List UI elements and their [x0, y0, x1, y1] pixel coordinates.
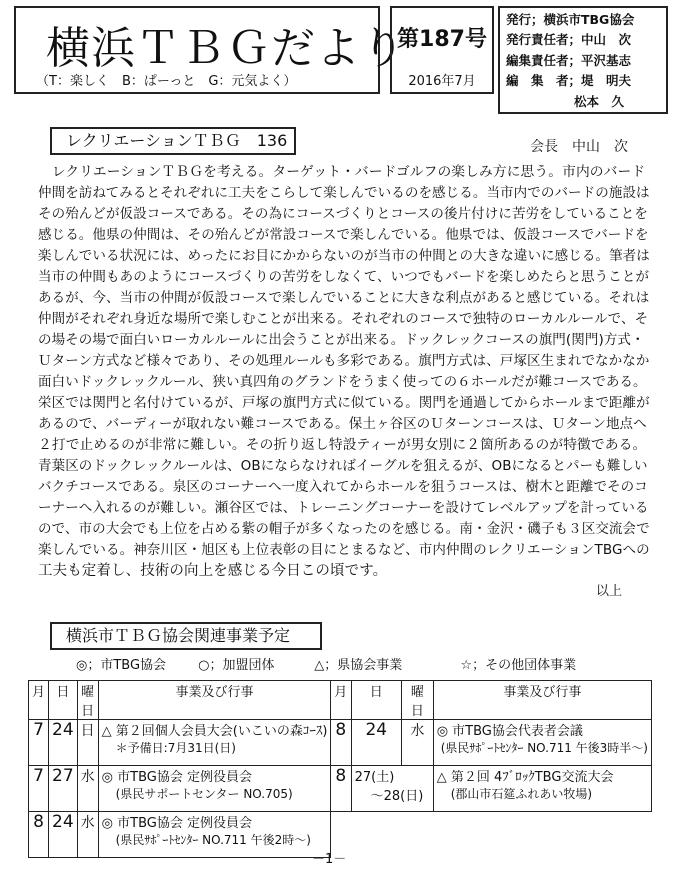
article-line: その殆んどが仮設コースである。その為にコースづくりとコースの後片付けに苦労をしていることを: [38, 206, 648, 222]
event-note: (県民ｻﾎﾟｰﾄｾﾝﾀｰ NO.711 午後3時半～): [440, 741, 648, 755]
editors-line: 編 集 者；堤 明夫: [506, 73, 632, 88]
event-note: ＊予備日:7月31日(日): [115, 741, 236, 755]
article-line: バクチコースである。泉区のコーナーへ一度入れてからホールを狙うコースは、樹木と距離でそのコ: [38, 479, 648, 495]
legend-item-city: ◎；市TBG協会: [76, 658, 167, 673]
article-line: 仲間がそれぞれ身近な場所で楽しむことが出来る。それぞれのコースで独特のローカルルールで、そ: [38, 311, 649, 327]
event-name: ◎ 市TBG協会代表者会議: [436, 724, 583, 739]
col-header-event: 事業及び行事: [433, 681, 651, 720]
event-month: 8: [29, 812, 49, 858]
article-line: ２打で止めるのが非常に難しい。その折り返し特設ティーが男女別に２箇所あるのが特徴である。: [38, 437, 647, 453]
masthead-subtitle: （T：楽しく B：ぱーっと G：元気よく）: [36, 74, 297, 89]
article-line: の場その場で面白いローカルルールに出会うことが出来る。ドックレックコースの旗門(関門)方式・: [38, 332, 645, 348]
article-line: ーナーへ入れるのが難しい。瀬谷区では、トレーニングコーナーを設けてレベルアップを計っている: [38, 500, 649, 516]
events-table-left: [28, 680, 331, 858]
event-weekday: 水: [77, 766, 98, 812]
events-table-right: [330, 680, 652, 812]
event-name: △ 第２回 4ﾌﾞﾛｯｸTBG交流大会: [436, 770, 614, 785]
publisher-line: 発行；横浜市TBG協会: [506, 12, 635, 27]
event-month: 7: [29, 766, 49, 812]
table-row: [29, 766, 331, 812]
editor-in-charge-line: 編集責任者；平沢基志: [506, 53, 632, 68]
article-end-mark: 以上: [596, 584, 623, 599]
event-note: (郡山市石筵ふれあい牧場): [450, 787, 593, 801]
article-author: 会長 中山 次: [530, 139, 628, 155]
event-weekday: 水: [77, 812, 98, 858]
article-line: 当市の仲間もあのようにコースづくりの苦労をしなくて、いつでもバードを楽しめたらと思うことが: [38, 269, 650, 285]
article-line: 栄区では関門と名付けているが、戸塚の旗門方式に似ている。関門を通過してからホールまで距離が: [38, 395, 650, 411]
event-month: 8: [331, 766, 352, 812]
col-header-month: 月: [29, 681, 49, 720]
article-line: 青葉区のドックレックルールは、OBにならなければイーグルを狙えるが、OBになるとパーも難しい: [38, 458, 648, 474]
editor-second-line: 松本 久: [574, 94, 625, 109]
col-header-weekday: 曜日: [77, 681, 98, 720]
event-day-start: 27(土): [354, 770, 395, 785]
event-note: (県民サポートセンター NO.705): [115, 787, 293, 801]
page-number: －1－: [312, 852, 347, 867]
col-header-day: 日: [351, 681, 401, 720]
article-line: 面白いドックレックルール、狭い真四角のグランドをうまく使っての６ホールだが難コースである。: [38, 374, 647, 390]
event-day: 24: [49, 720, 78, 766]
legend-item-prefecture: △；県協会事業: [314, 658, 403, 673]
event-month: 7: [29, 720, 49, 766]
col-header-weekday: 曜日: [401, 681, 433, 720]
legend-item-member: ○；加盟団体: [198, 658, 275, 673]
article-line: ので、市の大会でも上位を占める紫の帽子が多くなったのを感じる。南・金沢・磯子も３区交流会で: [38, 521, 650, 537]
issue-number: 第187号: [397, 27, 487, 52]
article-line: レクリエーションＴＢＧを考える。ターゲット・バードゴルフの楽しみ方に思う。市内のバード: [38, 164, 646, 180]
col-header-month: 月: [331, 681, 352, 720]
article-line: 楽しんでいる。神奈川区・旭区も上位表彰の目にとまるなど、市内仲間のレクリエーションTBGへの: [38, 542, 650, 558]
events-section-title: 横浜市ＴＢＧ協会関連事業予定: [50, 622, 322, 650]
event-month: 8: [331, 720, 352, 766]
article-line: 仲間を訪ねてみるとそれぞれに工夫をこらして楽しんでいるのを感じる。当市内でのバードの施設は: [38, 185, 650, 201]
event-weekday: 水: [401, 720, 433, 766]
table-row: [331, 766, 652, 812]
event-day: 24: [49, 812, 78, 858]
issue-date: 2016年7月: [408, 74, 476, 89]
legend-item-other: ☆；その他団体事業: [460, 658, 577, 673]
events-legend: [76, 654, 576, 673]
table-row: [29, 812, 331, 858]
event-name: ◎ 市TBG協会 定例役員会: [101, 770, 252, 785]
table-row: [331, 720, 652, 766]
article-line: あるが、今、当市の仲間が仮設コースで楽しんでいることに大きな利点があると感じている。それは: [38, 290, 650, 306]
article-line: 感じる。他県の仲間は、その殆んどが常設コースで楽しんでいる。他県では、仮設コースでバードを: [38, 227, 649, 243]
article-line: Ｕターン方式など様々であり、その処理ルールも多彩である。旗門方式は、戸塚区生まれでなかなか: [38, 353, 650, 369]
article-title: レクリエーションＴＢＧ 136: [50, 127, 296, 155]
event-name: △ 第２回個人会員大会(いこいの森ｺｰｽ): [101, 724, 328, 739]
col-header-event: 事業及び行事: [98, 681, 331, 720]
event-note: (県民ｻﾎﾟｰﾄｾﾝﾀｰ NO.711 午後2時～): [115, 833, 311, 847]
event-name: ◎ 市TBG協会 定例役員会: [101, 816, 252, 831]
event-weekday: 日: [77, 720, 98, 766]
masthead-title: 横浜ＴＢＧだより: [46, 23, 406, 74]
article-line: 工夫も定着し、技術の向上を感じる今日この頃です。: [38, 563, 388, 579]
table-row: [29, 720, 331, 766]
article-line: あるので、バーディーが取れない難コースである。保土ヶ谷区のＵターンコースは、Ｕターン地点へ: [38, 416, 647, 432]
chief-editor-line: 発行責任者；中山 次: [506, 32, 632, 47]
article-line: 楽しんでいる状況には、めったにお目にかからないのが当市の仲間との大きな違いに感じる。筆者は: [38, 248, 650, 264]
event-day: 24: [351, 720, 401, 766]
col-header-day: 日: [49, 681, 78, 720]
event-day-end: ～28(日): [370, 789, 424, 804]
event-day: 27: [49, 766, 78, 812]
